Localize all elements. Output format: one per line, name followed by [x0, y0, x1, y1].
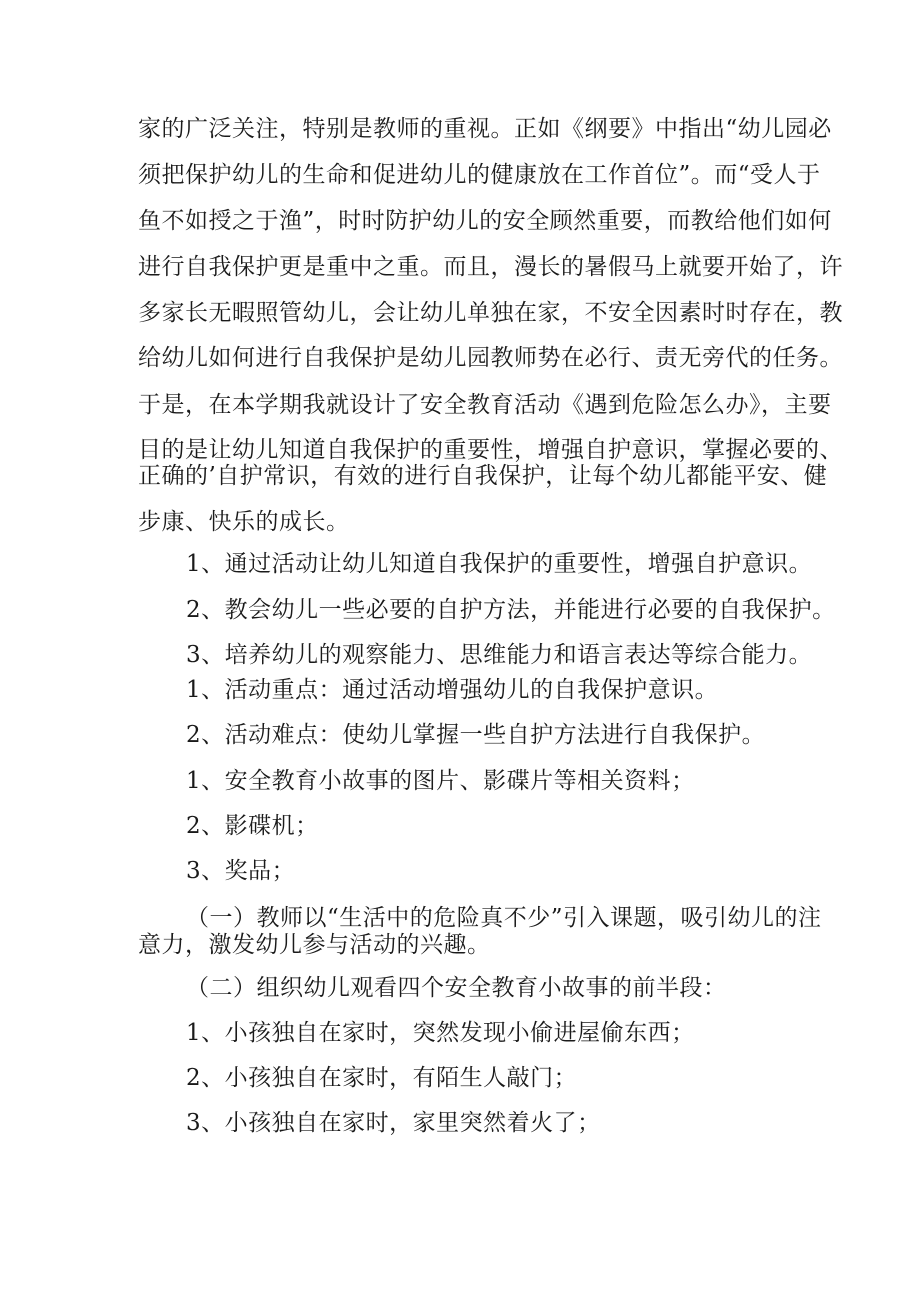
- intro-line: 给幼儿如何进行自我保护是幼儿园教师势在必行、责无旁代的任务。: [138, 345, 843, 371]
- story-item: 2、小孩独自在家时，有陌生人敲门；: [186, 1065, 578, 1091]
- intro-line: 于是，在本学期我就设计了安全教育活动《遇到危险怎么办》，主要: [138, 392, 832, 418]
- intro-line: 多家长无暇照管幼儿，会让幼儿单独在家，不安全因素时时存在，教: [138, 300, 843, 326]
- goal-item: 3、培养幼儿的观察能力、思维能力和语言表达等综合能力。: [186, 642, 813, 668]
- process-step-heading: （二）组织幼儿观看四个安全教育小故事的前半段：: [186, 975, 727, 1001]
- material-item: 3、奖品；: [186, 858, 296, 884]
- focus-item: 1、活动重点：通过活动增强幼儿的自我保护意识。: [186, 677, 719, 703]
- story-item: 3、小孩独自在家时，家里突然着火了；: [186, 1110, 601, 1136]
- intro-line: 步康、快乐的成长。: [138, 509, 350, 535]
- story-item: 1、小孩独自在家时，突然发现小偷进屋偷东西；: [186, 1020, 695, 1046]
- material-item: 2、影碟机；: [186, 813, 319, 839]
- focus-item: 2、活动难点：使幼儿掌握一些自护方法进行自我保护。: [186, 722, 766, 748]
- process-step-line: 意力，激发幼儿参与活动的兴趣。: [138, 932, 491, 958]
- material-item: 1、安全教育小故事的图片、影碟片等相关资料；: [186, 768, 695, 794]
- intro-line: 目的是让幼儿知道自我保护的重要性，增强自护意识，掌握必要的、: [138, 437, 843, 463]
- intro-line: 正确的’自护常识，有效的进行自我保护，让每个幼儿都能平安、健: [138, 463, 828, 489]
- process-step-line: （一）教师以“生活中的危险真不少”引入课题，吸引幼儿的注: [186, 905, 822, 931]
- goal-item: 1、通过活动让幼儿知道自我保护的重要性，增强自护意识。: [186, 551, 813, 577]
- intro-line: 进行自我保护更是重中之重。而且，漫长的暑假马上就要开始了，许: [138, 254, 843, 280]
- intro-line: 须把保护幼儿的生命和促进幼儿的健康放在工作首位”。而“受人于: [138, 162, 821, 188]
- goal-item: 2、教会幼儿一些必要的自护方法，并能进行必要的自我保护。: [186, 597, 836, 623]
- intro-line: 鱼不如授之于渔”，时时防护幼儿的安全顾然重要，而教给他们如何: [138, 208, 832, 234]
- intro-line: 家的广泛关注，特别是教师的重视。正如《纲要》中指出“幼儿园必: [138, 116, 832, 142]
